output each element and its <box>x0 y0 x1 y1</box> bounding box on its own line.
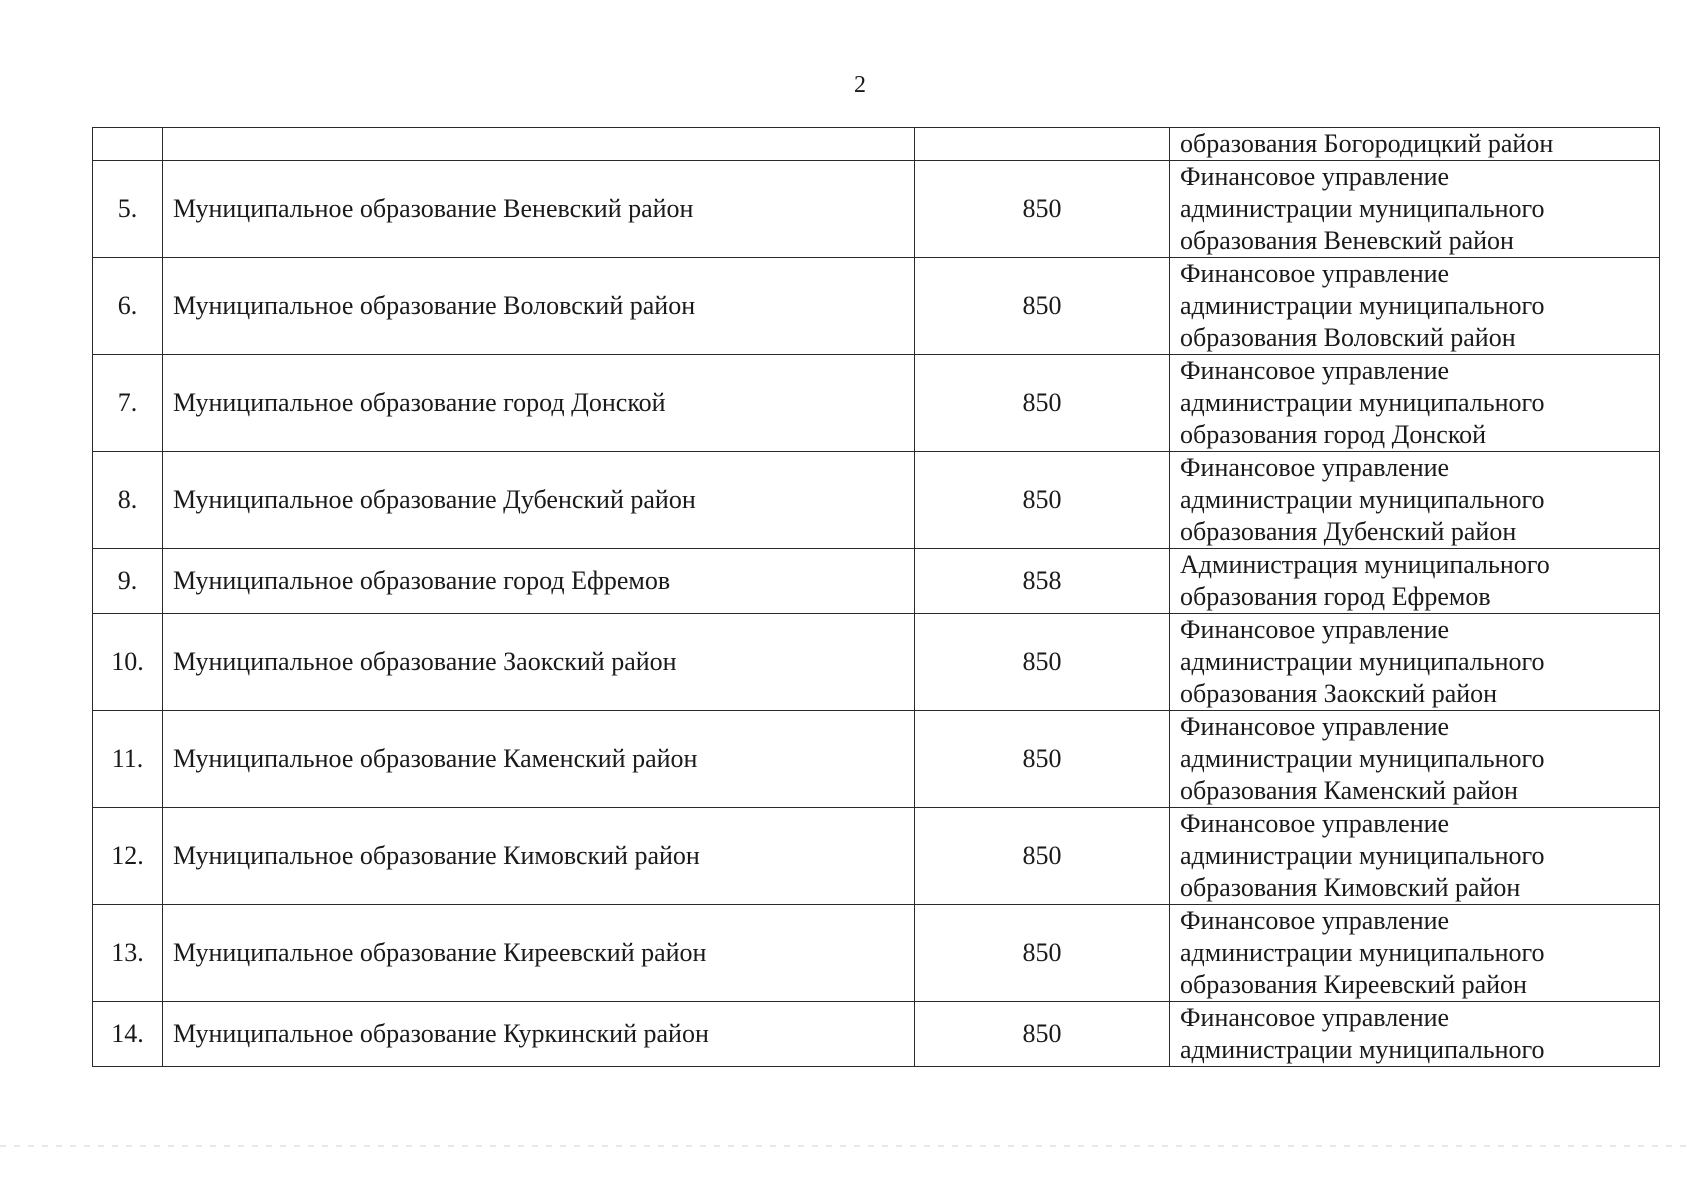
cell-code: 850 <box>915 614 1170 711</box>
table-row <box>93 258 1660 355</box>
table-row <box>93 711 1660 808</box>
cell-code: 850 <box>915 905 1170 1002</box>
cell-num <box>93 128 163 161</box>
cell-admin: Финансовое управление администрации муниципального образования Каменский район <box>1170 711 1660 808</box>
cell-code: 850 <box>915 1002 1170 1067</box>
table-row-continuation <box>93 128 1660 161</box>
table-row <box>93 549 1660 614</box>
cell-admin: Финансовое управление администрации муниципального образования Киреевский район <box>1170 905 1660 1002</box>
cell-admin: Финансовое управление администрации муниципального образования Кимовский район <box>1170 808 1660 905</box>
cell-name: Муниципальное образование город Ефремов <box>163 549 915 614</box>
cell-name: Муниципальное образование Куркинский район <box>163 1002 915 1067</box>
cell-name <box>163 128 915 161</box>
table-row <box>93 452 1660 549</box>
table-row <box>93 808 1660 905</box>
table-row <box>93 905 1660 1002</box>
cell-num: 14. <box>93 1002 163 1067</box>
cell-num: 12. <box>93 808 163 905</box>
cell-num: 6. <box>93 258 163 355</box>
cell-num: 10. <box>93 614 163 711</box>
cell-admin: Финансовое управление администрации муниципального образования Воловский район <box>1170 258 1660 355</box>
cell-admin: Финансовое управление администрации муниципального образования Заокский район <box>1170 614 1660 711</box>
cell-name: Муниципальное образование город Донской <box>163 355 915 452</box>
cell-code: 850 <box>915 258 1170 355</box>
cell-admin: образования Богородицкий район <box>1170 128 1660 161</box>
cell-name: Муниципальное образование Заокский район <box>163 614 915 711</box>
municipal-table <box>92 127 1660 1067</box>
cell-code: 850 <box>915 711 1170 808</box>
page-number: 2 <box>854 72 866 98</box>
cell-name: Муниципальное образование Дубенский район <box>163 452 915 549</box>
cell-num: 8. <box>93 452 163 549</box>
cell-num: 9. <box>93 549 163 614</box>
cell-name: Муниципальное образование Воловский район <box>163 258 915 355</box>
cell-code: 850 <box>915 452 1170 549</box>
scan-artifact-line <box>0 1145 1693 1147</box>
table-row <box>93 1002 1660 1067</box>
cell-num: 7. <box>93 355 163 452</box>
cell-num: 13. <box>93 905 163 1002</box>
cell-name: Муниципальное образование Киреевский район <box>163 905 915 1002</box>
table-row <box>93 614 1660 711</box>
cell-admin: Администрация муниципального образования город Ефремов <box>1170 549 1660 614</box>
cell-name: Муниципальное образование Веневский район <box>163 161 915 258</box>
cell-code: 850 <box>915 161 1170 258</box>
cell-code: 850 <box>915 355 1170 452</box>
table-row <box>93 355 1660 452</box>
cell-name: Муниципальное образование Каменский район <box>163 711 915 808</box>
cell-num: 11. <box>93 711 163 808</box>
cell-code <box>915 128 1170 161</box>
cell-admin: Финансовое управление администрации муниципального образования город Донской <box>1170 355 1660 452</box>
cell-admin: Финансовое управление администрации муниципального образования Дубенский район <box>1170 452 1660 549</box>
cell-name: Муниципальное образование Кимовский район <box>163 808 915 905</box>
table-row <box>93 161 1660 258</box>
cell-code: 850 <box>915 808 1170 905</box>
cell-num: 5. <box>93 161 163 258</box>
cell-code: 858 <box>915 549 1170 614</box>
cell-admin: Финансовое управление администрации муниципального <box>1170 1002 1660 1067</box>
cell-admin: Финансовое управление администрации муниципального образования Веневский район <box>1170 161 1660 258</box>
